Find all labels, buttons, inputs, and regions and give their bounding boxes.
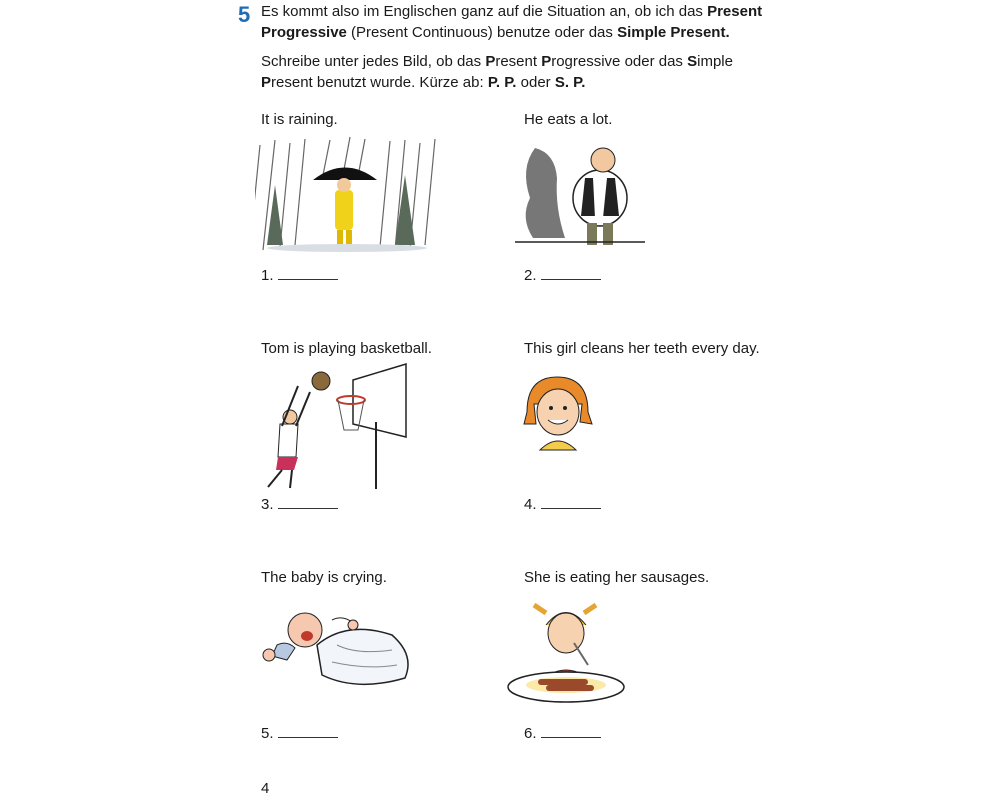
- sentence-6: She is eating her sausages.: [524, 569, 710, 586]
- answer-blank-3[interactable]: [278, 494, 338, 509]
- sentence-2: He eats a lot.: [524, 111, 613, 128]
- basketball-illustration: [258, 362, 408, 489]
- answer-blank-6[interactable]: [541, 723, 601, 738]
- answer-blank-2[interactable]: [541, 265, 601, 280]
- instruction-paragraph-2: Schreibe unter jedes Bild, ob das Present Progressive oder das Simple Present benutzt wurde. Kürze ab: P. P. oder S. P.: [261, 53, 733, 91]
- smiling-girl-illustration: [522, 372, 597, 452]
- heavy-man-illustration: [515, 138, 650, 253]
- sentence-5: The baby is crying.: [261, 569, 387, 586]
- crying-baby-illustration: [257, 600, 412, 692]
- rain-umbrella-illustration: [255, 135, 440, 255]
- answer-field-5[interactable]: [261, 723, 338, 742]
- answer-number-1: 1.: [261, 267, 274, 284]
- sentence-3: Tom is playing basketball.: [261, 340, 432, 357]
- answer-number-6: 6.: [524, 725, 537, 742]
- answer-field-3[interactable]: [261, 494, 338, 513]
- page-number: 4: [261, 780, 270, 797]
- sentence-4: This girl cleans her teeth every day.: [524, 340, 760, 357]
- answer-number-4: 4.: [524, 496, 537, 513]
- answer-number-3: 3.: [261, 496, 274, 513]
- instruction-paragraph-1: Es kommt also im Englischen ganz auf die Situation an, ob ich das Present Progressive (Present Continuous) benutze oder das Simple Present.: [261, 3, 763, 41]
- answer-field-4[interactable]: [524, 494, 601, 513]
- answer-blank-1[interactable]: [278, 265, 338, 280]
- answer-blank-4[interactable]: [541, 494, 601, 509]
- answer-number-5: 5.: [261, 725, 274, 742]
- exercise-number: 5: [238, 2, 251, 27]
- answer-field-6[interactable]: [524, 723, 601, 742]
- answer-blank-5[interactable]: [278, 723, 338, 738]
- girl-sausages-illustration: [506, 595, 631, 710]
- answer-number-2: 2.: [524, 267, 537, 284]
- sentence-1: It is raining.: [261, 111, 338, 128]
- answer-field-1[interactable]: [261, 265, 338, 284]
- answer-field-2[interactable]: [524, 265, 601, 284]
